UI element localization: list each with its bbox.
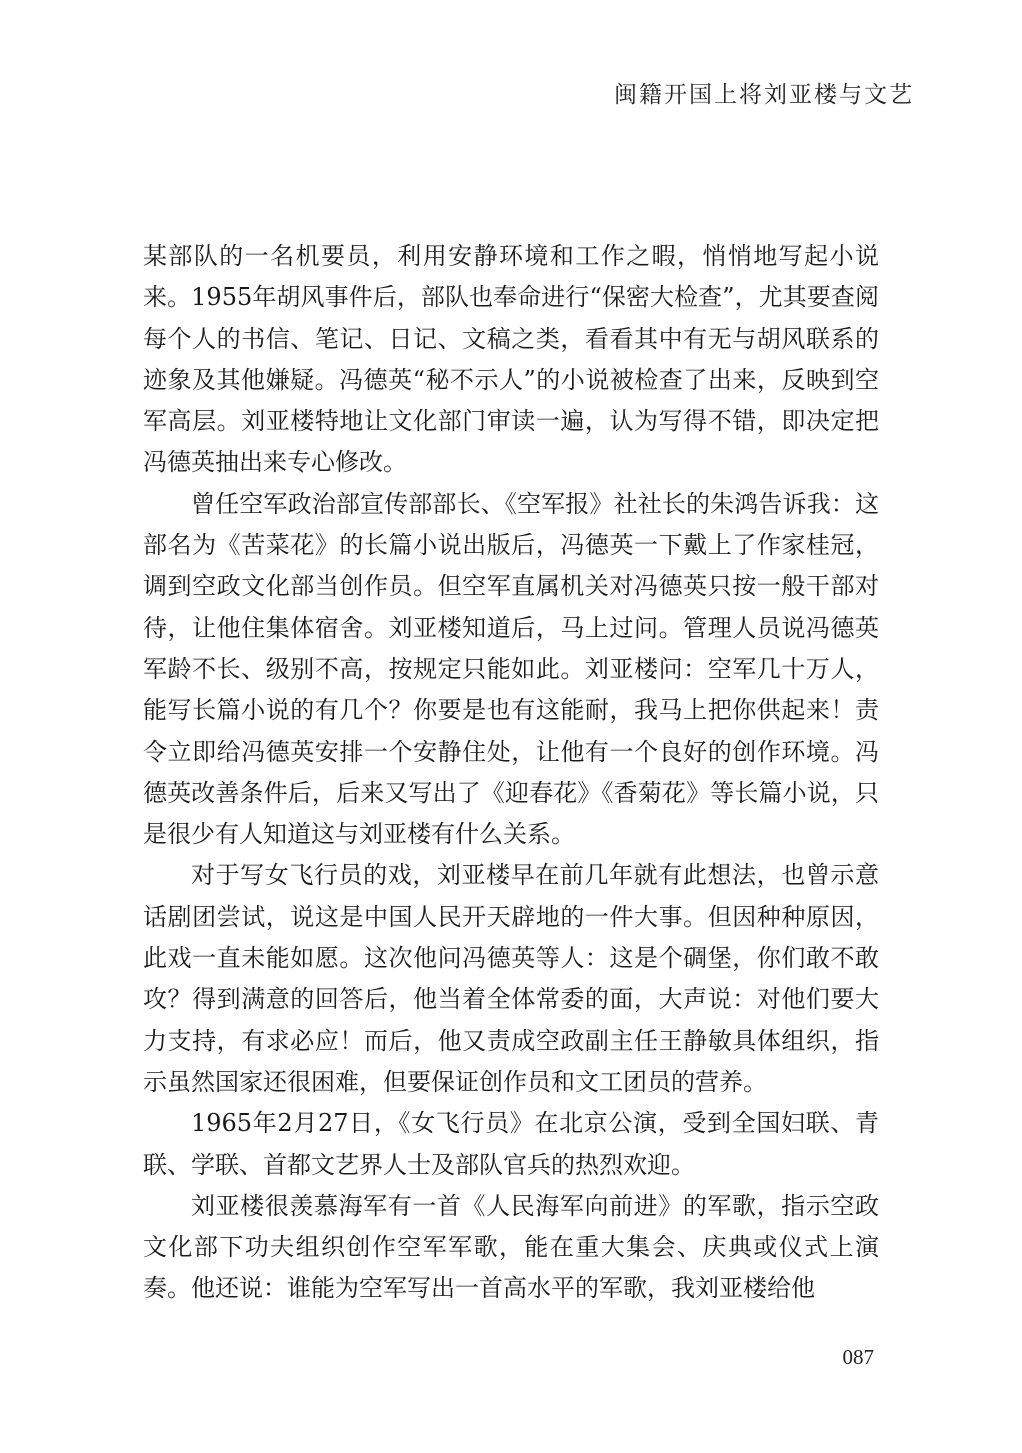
page-number: 087 (842, 1345, 874, 1369)
body-text (143, 236, 879, 1310)
paragraph-1: 某部队的一名机要员，利用安静环境和工作之暇，悄悄地写起小说来。1955年胡风事件后，部队也奉命进行“保密大检查”，尤其要查阅每个人的书信、笔记、日记、文稿之类，看看其中有无与胡风联系的迹象及其他嫌疑。冯德英“秘不示人”的小说被检查了出来，反映到空军高层。刘亚楼特地让文化部门审读一遍，认为写得不错，即决定把冯德英抽出来专心修改。 (143, 242, 879, 477)
paragraph-5: 刘亚楼很羡慕海军有一首《人民海军向前进》的军歌，指示空政文化部下功夫组织创作空军军歌，能在重大集会、庆典或仪式上演奏。他还说：谁能为空军写出一首高水平的军歌，我刘亚楼给他 (143, 1191, 879, 1303)
paragraph-2: 曾任空军政治部宣传部部长、《空军报》社社长的朱鸿告诉我：这部名为《苦菜花》的长篇小说出版后，冯德英一下戴上了作家桂冠，调到空政文化部当创作员。但空军直属机关对冯德英只按一般干部对待，让他住集体宿舍。刘亚楼知道后，马上过问。管理人员说冯德英军龄不长、级别不高，按规定只能如此。刘亚楼问：空军几十万人，能写长篇小说的有几个？你要是也有这能耐，我马上把你供起来！责令立即给冯德英安排一个安静住处，让他有一个良好的创作环境。冯德英改善条件后，后来又写出了《迎春花》《香菊花》等长篇小说，只是很少有人知道这与刘亚楼有什么关系。 (143, 489, 879, 849)
paragraph-3: 对于写女飞行员的戏，刘亚楼早在前几年就有此想法，也曾示意话剧团尝试，说这是中国人民开天辟地的一件大事。但因种种原因，此戏一直未能如愿。这次他问冯德英等人：这是个碉堡，你们敢不敢攻？得到满意的回答后，他当着全体常委的面，大声说：对他们要大力支持，有求必应！而后，他又责成空政副主任王静敏具体组织，指示虽然国家还很困难，但要保证创作员和文工团员的营养。 (143, 861, 879, 1096)
paragraph-4: 1965年2月27日，《女飞行员》在北京公演，受到全国妇联、青联、学联、首都文艺界人士及部队官兵的热烈欢迎。 (143, 1109, 879, 1179)
running-head-title: 闽籍开国上将刘亚楼与文艺 (614, 82, 914, 108)
